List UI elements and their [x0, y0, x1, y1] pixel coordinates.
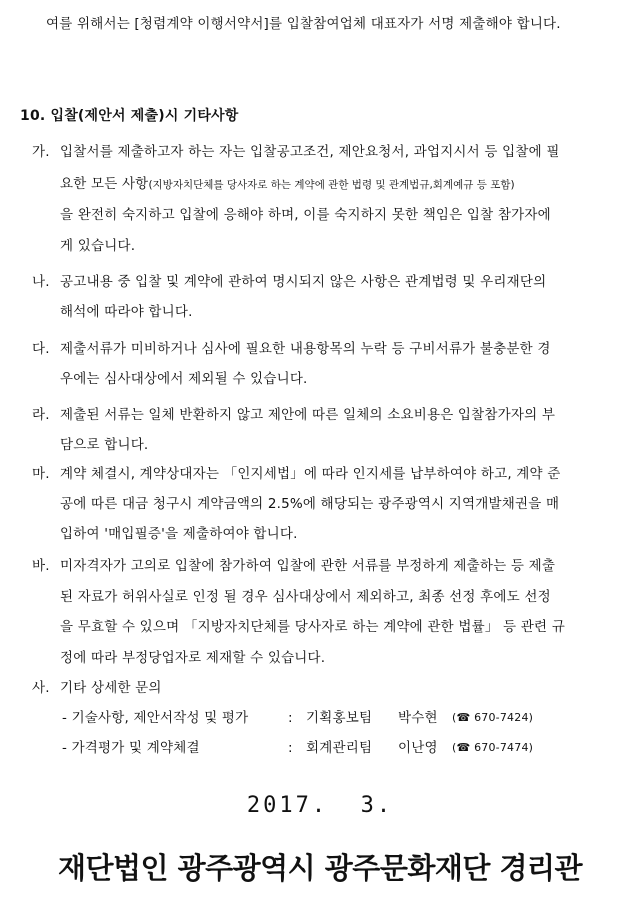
item-ma-line-3: 입하여 '매입필증'을 제출하여야 합니다. [60, 526, 298, 542]
item-ga-line-4: 게 있습니다. [60, 238, 136, 254]
item-ra-line-2: 담으로 합니다. [60, 437, 149, 453]
contact-1-colon: : [288, 710, 293, 726]
item-ra-line-1: 제출된 서류는 일체 반환하지 않고 제안에 따른 일체의 소요비용은 입찰참가자의 부 [60, 407, 556, 423]
item-marker-sa: 사. [32, 680, 50, 696]
item-marker-ga: 가. [32, 144, 50, 160]
item-ga-note: (지방자치단체를 당사자로 하는 계약에 관한 법령 및 관계법규,회계예규 등 포함) [148, 179, 515, 191]
contact-1-topic: - 기술사항, 제안서작성 및 평가 [62, 710, 249, 726]
item-marker-na: 나. [32, 274, 50, 290]
contact-2-team: 회계관리팀 [306, 740, 373, 756]
item-ga-line-2-text: 요한 모든 사항 [60, 176, 149, 192]
item-ma-line-2: 공에 따른 대금 청구시 계약금액의 2.5%에 해당되는 광주광역시 지역개발채권을 매 [60, 496, 560, 512]
issuing-organization: 재단법인 광주광역시 광주문화재단 경리관 [57, 851, 583, 885]
item-ba-line-4: 정에 따라 부정당업자로 제재할 수 있습니다. [60, 650, 326, 666]
item-ba-line-1: 미자격자가 고의로 입찰에 참가하여 입찰에 관한 서류를 부정하게 제출하는 등 제출 [60, 558, 556, 574]
item-ba-line-2: 된 자료가 허위사실로 인정 될 경우 심사대상에서 제외하고, 최종 선정 후에도 선정 [60, 589, 551, 605]
item-marker-ra: 라. [32, 407, 50, 423]
item-da-line-2: 우에는 심사대상에서 제외될 수 있습니다. [60, 371, 308, 387]
item-marker-ma: 마. [32, 466, 50, 482]
contact-1-name: 박수현 [398, 710, 438, 726]
document-date: 2017. 3. [246, 793, 394, 818]
item-ga-line-3: 을 완전히 숙지하고 입찰에 응해야 하며, 이를 숙지하지 못한 책임은 입찰 참가자에 [60, 207, 551, 223]
contact-1-phone: (☎ 670-7424) [452, 711, 534, 724]
contact-2-phone: (☎ 670-7474) [452, 741, 534, 754]
contact-1-team: 기획홍보팀 [306, 710, 373, 726]
item-na-line-1: 공고내용 중 입찰 및 계약에 관하여 명시되지 않은 사항은 관계법령 및 우리재단의 [60, 274, 547, 290]
intro-line: 여를 위해서는 [청렴계약 이행서약서]를 입찰참여업체 대표자가 서명 제출해야 합니다. [46, 16, 561, 32]
item-na-line-2: 해석에 따라야 합니다. [60, 304, 193, 320]
section-heading: 10. 입찰(제안서 제출)시 기타사항 [20, 108, 239, 124]
contact-2-colon: : [288, 740, 293, 756]
item-ga-line-1: 입찰서를 제출하고자 하는 자는 입찰공고조건, 제안요청서, 과업지시서 등 입찰에 필 [60, 144, 560, 160]
item-da-line-1: 제출서류가 미비하거나 심사에 필요한 내용항목의 누락 등 구비서류가 불충분한 경 [60, 341, 551, 357]
item-ma-line-1: 계약 체결시, 계약상대자는 「인지세법」에 따라 인지세를 납부하여야 하고, 계약 준 [60, 466, 561, 482]
contact-2-topic: - 가격평가 및 계약체결 [62, 740, 200, 756]
contact-2-name: 이난영 [398, 740, 438, 756]
item-sa-line-1: 기타 상세한 문의 [60, 680, 162, 696]
item-ga-line-2 [60, 174, 515, 195]
item-ba-line-3: 을 무효할 수 있으며 「지방자치단체를 당사자로 하는 계약에 관한 법률」 등 관련 규 [60, 619, 566, 635]
item-marker-da: 다. [32, 341, 50, 357]
item-marker-ba: 바. [32, 558, 50, 574]
